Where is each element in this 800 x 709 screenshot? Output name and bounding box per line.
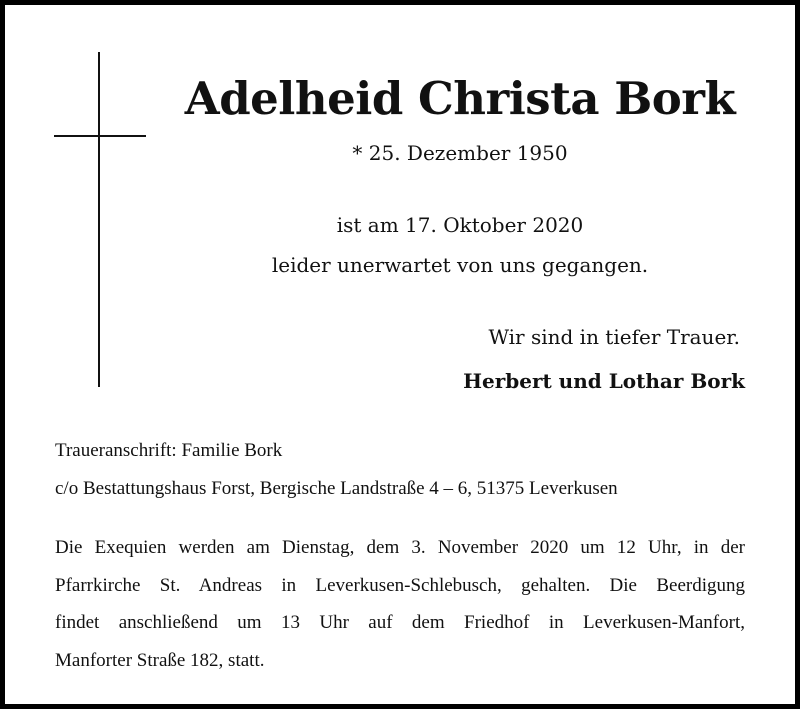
address-line-2: c/o Bestattungshaus Forst, Bergische Landstraße 4 – 6, 51375 Leverkusen — [55, 478, 618, 499]
birth-date: * 25. Dezember 1950 — [352, 141, 568, 165]
cross-vertical-bar — [98, 52, 100, 387]
address-line-1: Traueranschrift: Familie Bork — [55, 440, 283, 461]
death-date-line: ist am 17. Oktober 2020 — [336, 213, 584, 237]
mourning-text: Wir sind in tiefer Trauer. — [488, 325, 740, 349]
service-line: Pfarrkirche St. Andreas in Leverkusen-Schlebusch, gehalten. Die Beerdigung — [55, 574, 745, 596]
service-paragraph — [55, 529, 745, 679]
service-line: Die Exequien werden am Dienstag, dem 3. November 2020 um 12 Uhr, in der — [55, 537, 745, 558]
service-line: findet anschließend um 13 Uhr auf dem Friedhof in Leverkusen-Manfort, — [55, 612, 745, 633]
cross-horizontal-bar — [54, 135, 146, 137]
death-text-line: leider unerwartet von uns gegangen. — [271, 253, 649, 277]
signers: Herbert und Lothar Bork — [463, 369, 745, 393]
deceased-name: Adelheid Christa Bork — [184, 72, 736, 125]
service-line: Manforter Straße 182, statt. — [55, 649, 265, 671]
